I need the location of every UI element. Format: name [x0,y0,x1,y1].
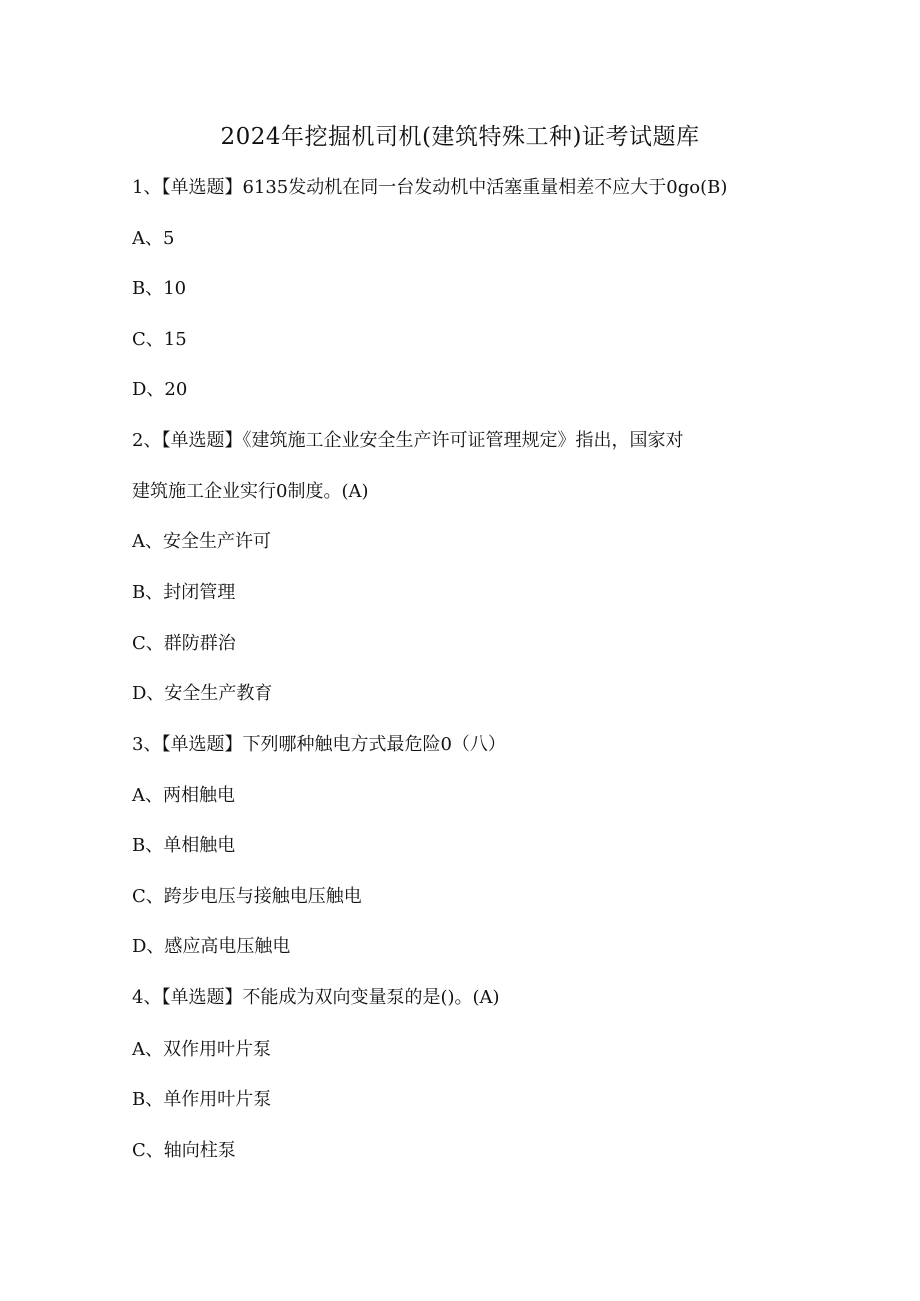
question-3-option-c: C、跨步电压与接触电压触电 [132,886,362,907]
question-1-option-b: B、10 [132,278,187,299]
question-4-option-a: A、双作用叶片泵 [132,1039,271,1060]
document-title: 2024年挖掘机司机(建筑特殊工种)证考试题库 [220,124,700,150]
question-3-option-a: A、两相触电 [132,785,235,806]
question-2-option-a: A、安全生产许可 [132,531,271,552]
question-2-stem-line-2: 建筑施工企业实行0制度。(A) [132,481,369,502]
question-4-option-b: B、单作用叶片泵 [132,1089,272,1110]
question-2-option-b: B、封闭管理 [132,582,236,603]
question-1-option-c: C、15 [132,329,187,350]
question-1-stem: 1、【单选题】6135发动机在同一台发动机中活塞重量相差不应大于0go(B) [132,177,728,198]
question-4-option-c: C、轴向柱泵 [132,1140,236,1161]
question-1-option-d: D、20 [132,379,188,400]
question-4-stem: 4、【单选题】不能成为双向变量泵的是()。(A) [132,987,500,1008]
question-3-stem: 3、【单选题】下列哪种触电方式最危险0（八） [132,734,506,755]
question-3-option-b: B、单相触电 [132,835,236,856]
question-2-option-c: C、群防群治 [132,633,236,654]
question-2-stem-line-1: 2、【单选题】《建筑施工企业安全生产许可证管理规定》指出，国家对 [132,430,684,451]
question-2-option-d: D、安全生产教育 [132,683,273,704]
question-1-option-a: A、5 [132,228,175,249]
question-3-option-d: D、感应高电压触电 [132,936,291,957]
